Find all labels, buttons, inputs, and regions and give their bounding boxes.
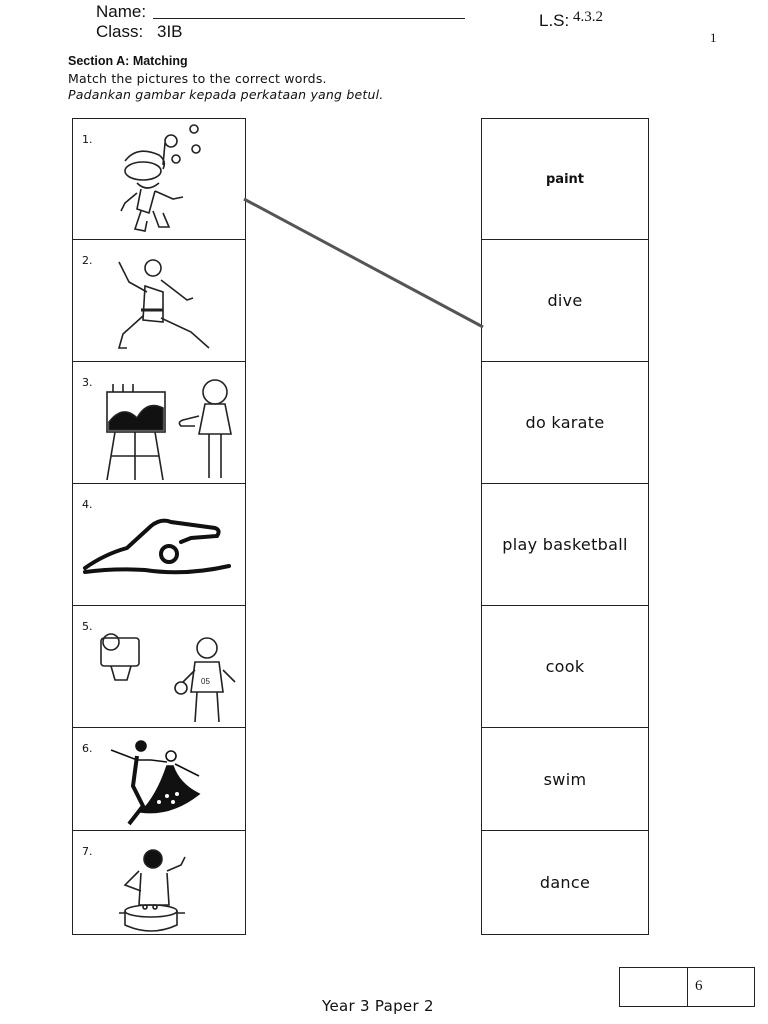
painting-icon [101,376,241,482]
instruction-malay: Padankan gambar kepada perkataan yang betul. [68,87,384,102]
word-cell-5[interactable] [481,605,649,728]
karate-icon [111,254,215,354]
word-label: dance [539,873,591,892]
word-label: dive [547,291,583,310]
picture-number: 4. [82,498,93,511]
word-cell-3[interactable] [481,361,649,484]
swimmer-icon [81,510,233,580]
picture-cell-1[interactable] [72,118,246,240]
class-value: 3IB [157,22,183,41]
svg-text:05: 05 [201,677,210,686]
footer-label: Year 3 Paper 2 [322,997,434,1015]
word-cell-7[interactable] [481,830,649,935]
word-label: paint [545,171,584,187]
word-cell-4[interactable] [481,483,649,606]
instruction-english: Match the pictures to the correct words. [68,71,327,86]
page-number: 1 [710,30,717,45]
picture-cell-5[interactable] [72,605,246,728]
basketball-icon [97,632,243,728]
ls-code: 4.3.2 [573,9,603,25]
word-label: cook [545,657,585,676]
picture-cell-6[interactable] [72,727,246,831]
word-cell-2[interactable] [481,239,649,362]
section-title: Section A: Matching [68,54,188,68]
picture-cell-7[interactable] [72,830,246,935]
picture-number: 3. [82,376,93,389]
score-divider [687,968,688,1006]
diver-icon [111,123,211,235]
word-cell-6[interactable] [481,727,649,831]
picture-number: 2. [82,254,93,267]
cooking-icon [117,849,197,935]
picture-cell-4[interactable] [72,483,246,606]
picture-number: 5. [82,620,93,633]
name-line[interactable] [153,18,465,19]
score-box [619,967,755,1007]
ls-label: L.S: [539,11,570,30]
dancers-icon [107,738,207,830]
word-label: swim [543,769,587,789]
picture-cell-2[interactable] [72,239,246,362]
word-label: do karate [525,413,605,432]
word-cell-1[interactable] [481,118,649,240]
word-label: play basketball [502,535,628,554]
picture-cell-3[interactable] [72,361,246,484]
name-label: Name: [96,2,147,21]
class-label: Class: [96,22,144,41]
picture-number: 6. [82,742,93,755]
score-total: 6 [695,978,703,994]
picture-number: 7. [82,845,93,858]
picture-number: 1. [82,133,93,146]
